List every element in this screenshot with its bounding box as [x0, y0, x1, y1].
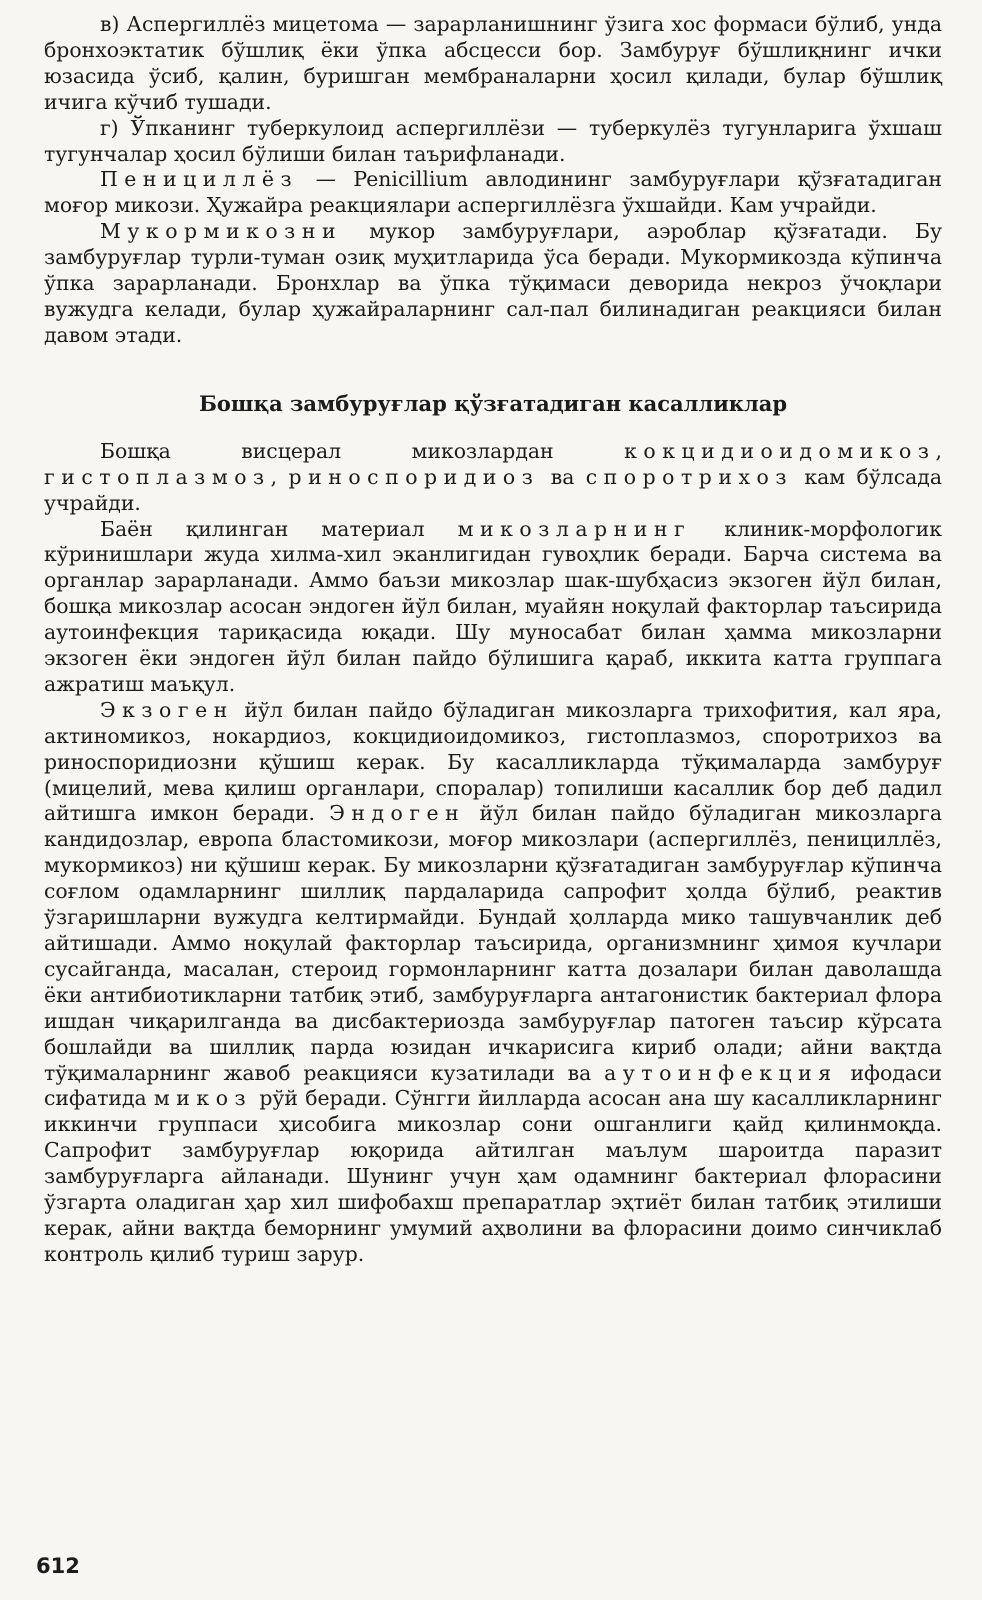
term-mycosis: микоз: [153, 1086, 253, 1111]
text-run: йўл билан пайдо бўладиган микозларга трихофития, кал яра, актиномикоз, нокардиоз, кокцидиоидомикоз, гистоплазмоз, споротрихоз ва риноспоридиозни қўшиш керак. Бу касалликларда тўқималарда замбуруғ (мицелий, мева қилиш органлари, споралар) топилиши касаллик бор деб дадил айтишга имкон беради.: [44, 697, 942, 826]
term-rhinosporidiosis: риноспоридиоз: [288, 464, 540, 489]
text-run: мукор замбуруғлари, аэроблар қўзғатади. Бу замбуруғлар турли-туман озиқ муҳитларида ўса беради. Мукормикозда кўпинча ўпка зарарланади. Бронхлар ва ўпка тўқимаси деворида некроз ўчоқлари вужудга келади, булар ҳужайраларнинг сал-пал билинадиган реакцияси билан давом этади.: [44, 219, 942, 347]
document-page: [44, 12, 942, 1268]
term-histoplasmosis: гистоплазмоз: [44, 464, 271, 489]
paragraph-other-mycoses: [44, 439, 942, 517]
term-penicilliosis: Пенициллёз: [100, 167, 299, 192]
text-run: Бошқа висцерал микозлардан: [100, 438, 625, 463]
text-run: Баён қилинган материал: [100, 516, 458, 541]
paragraph-penicilliosis: [44, 167, 942, 219]
term-endogenous: Эндоген: [329, 801, 466, 826]
text-run: г) Ўпканинг туберкулоид аспергиллёзи — туберкулёз тугунларига ўхшаш тугунчалар ҳосил бўлиши билан таърифланади.: [44, 115, 942, 166]
page-number: 612: [36, 1554, 80, 1578]
paragraph-mucormycosis: [44, 219, 942, 349]
term-exogenous: Экзоген: [100, 697, 234, 722]
text-run: рўй беради. Сўнгги йилларда асосан ана шу касалликларнинг иккинчи группаси ҳисобига микозлар сони ошганлиги қайд қилинмоқда. Сапрофит замбуруғлар юқорида айтилган маълум шароитда паразит замбуруғларга айланади. Шунинг учун ҳам одамнинг бактериал флорасини ўзгарта оладиган ҳар хил шифобахш препаратлар эҳтиёт билан татбиқ этилиши керак, айни вақтда беморнинг умумий аҳволини ва флорасини доимо синчиклаб контроль қилиб туриш зарур.: [44, 1086, 942, 1266]
text-run: ,: [270, 464, 289, 489]
paragraph-tuberculoid-aspergillosis: [44, 116, 942, 168]
section-heading: Бошқа замбуруғлар қўзғатадиган касалликлар: [198, 390, 788, 416]
text-run: ва: [539, 464, 586, 489]
paragraph-exogenous-endogenous: [44, 698, 942, 1268]
text-run: — Penicillium авлодининг замбуруғлари қўзғатадиган моғор микози. Ҳужайра реакциялари аспергиллёзга ўхшайди. Кам учрайди.: [44, 167, 942, 218]
term-autoinfection: аутоинфекция: [604, 1060, 838, 1085]
term-sporotrichosis: споротрихоз: [585, 464, 793, 489]
term-coccidioidomycosis: кокцидиоидомикоз: [624, 438, 936, 463]
text-run: йўл билан пайдо бўладиган микозларга кандидозлар, европа бластомикози, моғор микозлари (аспергиллёз, пенициллёз, мукормикоз) ни қўшиш керак. Бу микозларни қўзғатадиган замбуруғлар кўпинча соғлом одамларнинг шиллиқ пардаларида сапрофит ҳолда бўлиб, реактив ўзгаришларни вужудга келтирмайди. Бундай ҳолларда мико ташувчанлик деб айтишади. Аммо ноқулай факторлар таъсирида, организмнинг ҳимоя кучлари сусайганда, масалан, стероид гормонларнинг катта дозалари билан даволашда ёки антибиотикларни татбиқ этиб, замбуруғларга антагонистик бактериал флора ишдан чиқарилганда ва дисбактериозда замбуруғлар патоген таъсир кўрсата бошлайди ва шиллиқ парда юзидан ичкарисига кириб олади; айни вақтда тўқималарнинг жавоб реакцияси кузатилади ва: [44, 801, 942, 1085]
paragraph-clinical-morphology: [44, 517, 942, 698]
term-mucormycosis: Мукормикозни: [100, 219, 343, 244]
term-mycoses: микозларнинг: [457, 516, 692, 541]
text-run: кам бўлсада учрайди.: [44, 464, 942, 515]
paragraph-aspergilloma: [44, 12, 942, 116]
text-run: в) Аспергиллёз мицетома — зарарланишнинг ўзига хос формаси бўлиб, унда бронхоэктатик бўшлиқ ёки ўпка абсцесси бор. Замбуруғ бўшлиқнинг ички юзасида ўсиб, қалин, буришган мембраналарни ҳосил қилади, булар бўшлиқ ичига кўчиб тушади.: [44, 12, 942, 114]
text-run: клиник-морфологик кўринишлари жуда хилма-хил эканлигидан гувоҳлик беради. Барча система ва органлар зарарланади. Аммо баъзи микозлар шак-шубҳасиз экзоген йўл билан, бошқа микозлар асосан эндоген йўл билан, муайян ноқулай факторлар таъсирида аутоинфекция тариқасида юқади. Шу муносабат билан ҳамма микозларни экзоген ёки эндоген йўл билан пайдо бўлишига қараб, иккита катта группага ажратиш маъқул.: [44, 516, 942, 696]
text-run: ифодаси сифатида: [44, 1060, 943, 1111]
text-run: ,: [935, 438, 942, 463]
